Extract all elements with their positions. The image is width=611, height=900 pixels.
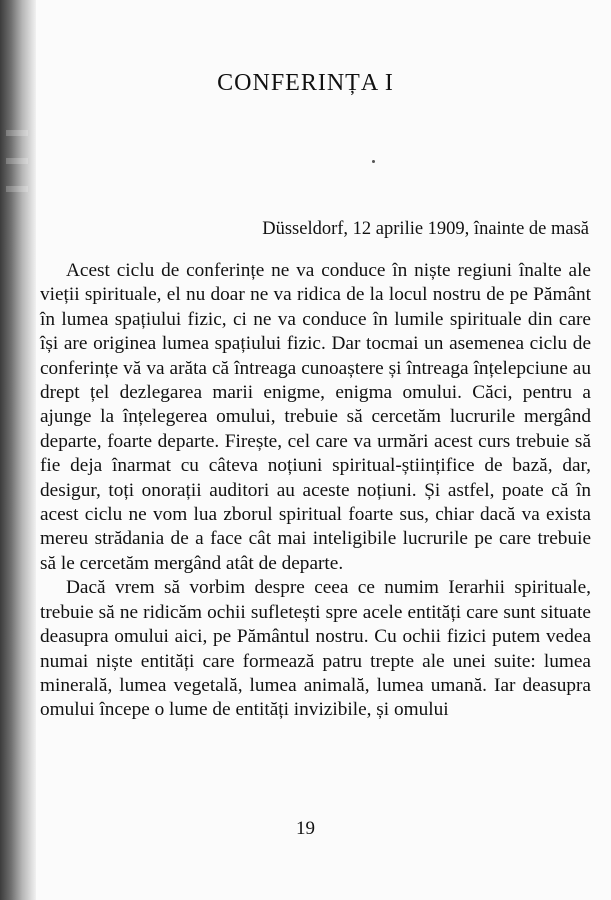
- dateline: Düsseldorf, 12 aprilie 1909, înainte de masă: [262, 219, 589, 239]
- page-number: 19: [296, 818, 315, 839]
- dust-speck: [372, 160, 375, 163]
- body-text: [40, 259, 591, 723]
- bleed-through-mark: [6, 158, 28, 164]
- bleed-through-mark: [6, 186, 28, 192]
- paragraph-1: Acest ciclu de conferințe ne va conduce în niște regiuni înalte ale vieții spirituale, el nu doar ne va ridica de la locul nostru de pe Pământ în lumea spațiului fizic, ci ne va conduce în lumile spirituale din care își are originea lumea spațiului fizic. Dar tocmai un asemenea ciclu de conferințe vă va arăta că întreaga cunoaștere și întreaga înțelepciune au drept țel dezlegarea marii enigme, enigma omului. Căci, pentru a ajunge la înțelegerea omului, trebuie să cercetăm lucrurile mergând departe, foarte departe. Firește, cel care va urmări acest curs trebuie să fie deja înarmat cu câteva noțiuni spiritual-științifice de bază, dar, desigur, toți onorații auditori au aceste noțiuni. Și astfel, poate că în acest ciclu ne vom lua zborul spiritual foarte sus, chiar dacă va exista mereu strădania de a face cât mai inteligibile lucrurile pe care trebuie să le cercetăm mergând atât de departe.: [40, 260, 591, 574]
- bleed-through-mark: [6, 130, 28, 136]
- paragraph-2: Dacă vrem să vorbim despre ceea ce numim Ierarhii spirituale, trebuie să ne ridicăm ochii sufletești spre acele entități care sunt situate deasupra omului aici, pe Pământul nostru. Cu ochii fizici putem vedea numai niște entități care formează patru trepte ale unei suite: lumea minerală, lumea vegetală, lumea animală, lumea umană. Iar deasupra omului începe o lume de entități invizibile, și omului: [40, 577, 591, 721]
- page-edge-shadow: [0, 0, 36, 900]
- chapter-title: CONFERINȚA I: [217, 70, 394, 96]
